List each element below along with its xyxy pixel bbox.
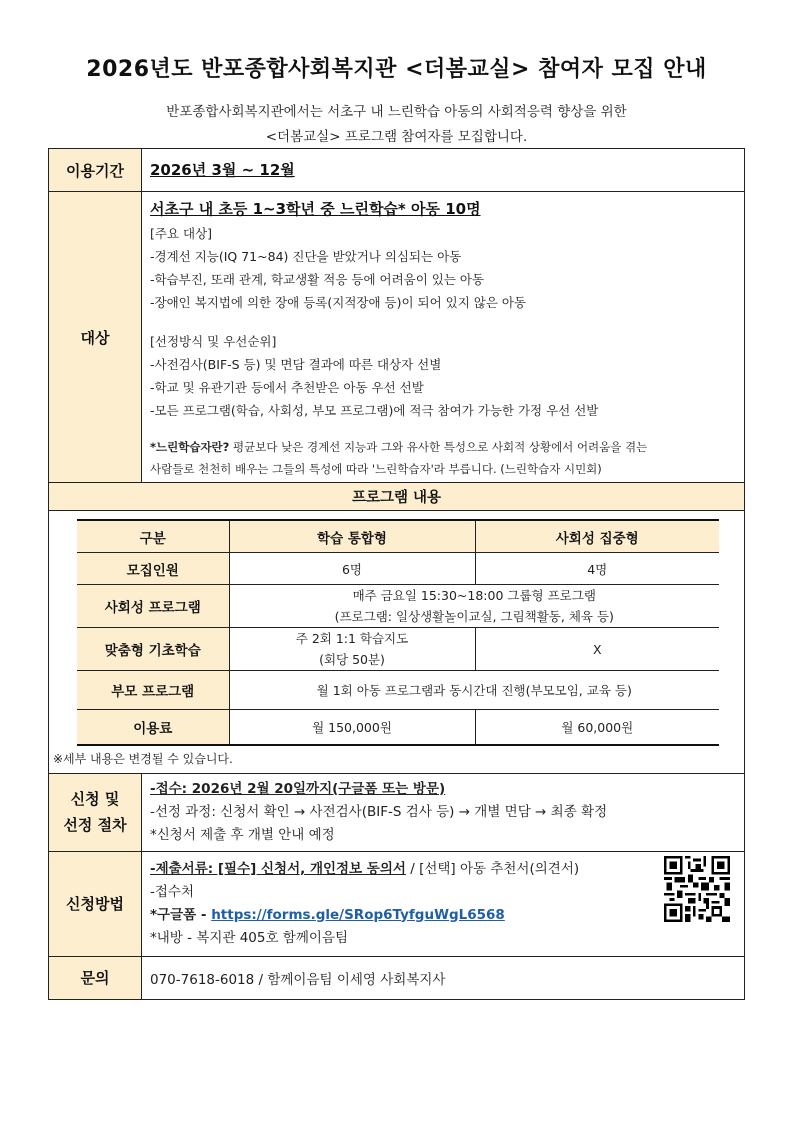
procedure-label-line-2: 선정 절차 — [63, 816, 127, 834]
google-form-prefix: *구글폼 - — [150, 906, 212, 923]
visit-line: *내방 - 복지관 405호 함께이음팀 — [150, 929, 349, 946]
social-program-label: 사회성 프로그램 — [77, 585, 229, 628]
main-target-title: [주요 대상] — [150, 226, 213, 241]
parent-program-row — [77, 671, 719, 710]
selection-item: -사전검사(BIF-S 등) 및 면담 결과에 따른 대상자 선별 — [150, 357, 442, 372]
recruit-row — [77, 553, 719, 585]
apply-label: 신청방법 — [49, 851, 142, 956]
main-target-item: -경계선 지능(IQ 71~84) 진단을 받았거나 의심되는 아동 — [150, 249, 462, 264]
social-program-row — [77, 585, 719, 628]
header-category: 구분 — [77, 520, 229, 553]
apply-cell — [142, 851, 745, 956]
social-program-line-1: 매주 금요일 15:30~18:00 그룹형 프로그램 — [352, 588, 596, 603]
note-line-1: 평균보다 낮은 경계선 지능과 그와 유사한 특성으로 사회적 상황에서 어려움을 겪는 — [229, 440, 648, 454]
selection-title: [선정방식 및 우선순위] — [150, 334, 277, 349]
selection-process: -선정 과정: 신청서 확인 → 사전검사(BIF-S 검사 등) → 개별 면담 → 최종 확정 — [150, 803, 608, 820]
target-headline: 서초구 내 초등 1~3학년 중 느린학습* 아동 10명 — [150, 200, 481, 218]
google-form-link[interactable]: https://forms.gle/SRop6TyfguWgL6568 — [211, 906, 505, 923]
fee-social: 월 60,000원 — [475, 710, 719, 745]
slow-learner-note — [150, 436, 736, 480]
basic-learning-label: 맞춤형 기초학습 — [77, 628, 229, 671]
basic-learning-learning — [229, 628, 475, 671]
program-table-cell — [49, 511, 745, 774]
period-label: 이용기간 — [49, 149, 142, 192]
note-bold: *느린학습자란? — [150, 440, 230, 454]
target-label: 대상 — [49, 192, 142, 483]
basic-learning-row — [77, 628, 719, 671]
deadline: -접수: 2026년 2월 20일까지(구글폼 또는 방문) — [150, 780, 446, 797]
period-value: 2026년 3월 ~ 12월 — [150, 161, 295, 179]
program-table-row — [49, 511, 745, 774]
documents-required: -제출서류: [필수] 신청서, 개인정보 동의서 — [150, 860, 406, 877]
procedure-notice: *신청서 제출 후 개별 안내 예정 — [150, 826, 335, 843]
target-row — [49, 192, 745, 483]
parent-program-value: 월 1회 아동 프로그램과 동시간대 진행(부모모임, 교육 등) — [229, 671, 719, 710]
target-cell — [142, 192, 745, 483]
note-line-2: 사람들로 천천히 배우는 그들의 특성에 따라 '느린학습자'라 부릅니다. (느린학습자 시민회) — [150, 462, 602, 476]
procedure-label-line-1: 신청 및 — [70, 790, 120, 808]
main-target-item: -학습부진, 또래 관계, 학교생활 적응 등에 어려움이 있는 아동 — [150, 272, 485, 287]
parent-program-label: 부모 프로그램 — [77, 671, 229, 710]
contact-value: 070-7618-6018 / 함께이음팀 이세영 사회복지사 — [142, 956, 745, 999]
period-row — [49, 149, 745, 192]
basic-learning-line-2: (회당 50분) — [319, 652, 385, 667]
intro-line-1: 반포종합사회복지관에서는 서초구 내 느린학습 아동의 사회적응력 향상을 위한 — [166, 104, 627, 120]
main-target-item: -장애인 복지법에 의한 장애 등록(지적장애 등)이 되어 있지 않은 아동 — [150, 295, 527, 310]
documents-optional: / [선택] 아동 추천서(의견서) — [405, 860, 580, 877]
period-cell — [142, 149, 745, 192]
fee-learning: 월 150,000원 — [229, 710, 475, 745]
disclaimer: ※세부 내용은 변경될 수 있습니다. — [53, 751, 233, 766]
page-title: 2026년도 반포종합사회복지관 <더봄교실> 참여자 모집 안내 — [86, 57, 707, 82]
header-social-intensive: 사회성 집중형 — [475, 520, 719, 553]
social-program-line-2: (프로그램: 일상생활놀이교실, 그림책활동, 체육 등) — [334, 609, 614, 624]
procedure-row — [49, 773, 745, 851]
procedure-cell — [142, 773, 745, 851]
procedure-label — [49, 773, 142, 851]
info-table — [48, 148, 745, 1000]
intro-text — [0, 100, 793, 150]
contact-row — [49, 956, 745, 999]
documents-line — [150, 858, 736, 881]
apply-row — [49, 851, 745, 956]
program-table — [77, 519, 719, 746]
program-section-title: 프로그램 내용 — [49, 483, 745, 511]
program-section-row — [49, 483, 745, 511]
basic-learning-social: X — [475, 628, 719, 671]
recruit-social: 4명 — [475, 553, 719, 585]
social-program-value — [229, 585, 719, 628]
recruit-label: 모집인원 — [77, 553, 229, 585]
program-header-row — [77, 520, 719, 553]
selection-item: -학교 및 유관기관 등에서 추천받은 아동 우선 선발 — [150, 380, 424, 395]
selection-item: -모든 프로그램(학습, 사회성, 부모 프로그램)에 적극 참여가 가능한 가정 우선 선발 — [150, 403, 599, 418]
intro-line-2: <더봄교실> 프로그램 참여자를 모집합니다. — [265, 129, 528, 145]
qr-code-icon[interactable] — [664, 856, 730, 922]
header-learning-integrated: 학습 통합형 — [229, 520, 475, 553]
google-form-line — [150, 904, 736, 927]
recruit-learning: 6명 — [229, 553, 475, 585]
contact-label: 문의 — [49, 956, 142, 999]
basic-learning-line-1: 주 2회 1:1 학습지도 — [295, 631, 409, 646]
fee-row — [77, 710, 719, 745]
fee-label: 이용료 — [77, 710, 229, 745]
receipt-label: -접수처 — [150, 883, 194, 900]
